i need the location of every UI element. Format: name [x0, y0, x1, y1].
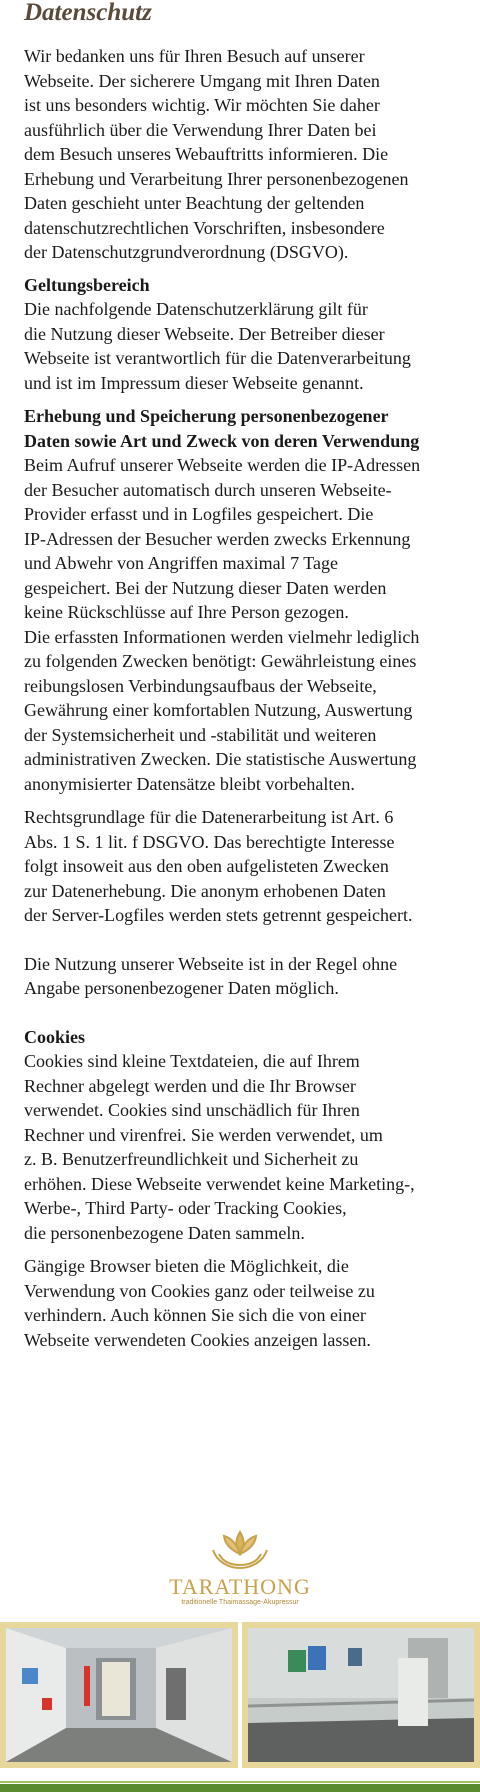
footer-divider — [0, 1781, 480, 1783]
photo-frame-right — [242, 1622, 480, 1768]
scope-heading: Geltungsbereich — [24, 274, 150, 295]
usage-paragraph: Die Nutzung unserer Webseite ist in der Regel ohne Angabe personenbezogener Daten möglich. — [24, 953, 398, 998]
scope-paragraph: Die nachfolgende Datenschutzerklärung gilt für die Nutzung dieser Webseite. Der Betreiber dieser Webseite ist verantwortlich für die Datenverarbeitung und ist im Impressum dieser Webseite genannt. — [24, 299, 411, 393]
photo-gallery — [0, 1622, 480, 1772]
logo-name: TARATHONG — [169, 1574, 311, 1599]
lotus-hands-icon — [205, 1524, 275, 1574]
collection-section — [24, 404, 464, 1001]
cookies-paragraph: Cookies sind kleine Textdateien, die auf Ihrem Rechner abgelegt werden und die Ihr Browser verwendet. Cookies sind unschädlich für Ihren Rechner und virenfrei. Sie werden verwendet, um z. B. Benutzerfreundlichkeit und Sicherheit zu erhöhen. Diese Webseite verwendet keine Marketing-, Werbe-, Third Party- oder Tracking Cookies, die personenbezogene Daten sammeln. — [24, 1051, 415, 1243]
intro-paragraph: Wir bedanken uns für Ihren Besuch auf unserer Webseite. Der sicherere Umgang mit Ihren Daten ist uns besonders wichtig. Wir möchten Sie daher ausführlich über die Verwendung Ihrer Daten bei dem Besuch unseres Webauftritts informieren. Die Erhebung und Verarbeitung Ihrer personenbezogenen Daten geschieht unter Beachtung der geltenden datenschutzrechtlichen Vorschriften, insbesondere der Datenschutzgrundverordnung (DSGVO). — [24, 46, 409, 262]
collection-heading: Erhebung und Speicherung personenbezogener Daten sowie Art und Zweck von deren Verwendung — [24, 406, 420, 451]
footer-bar — [0, 1784, 480, 1792]
tarathong-logo — [0, 1524, 480, 1607]
collection-paragraph: Beim Aufruf unserer Webseite werden die IP-Adressen der Besucher automatisch durch unseren Webseite- Provider erfasst und in Logfiles gespeichert. Die IP-Adressen der Besucher werden zwecks Erkennung und Abwehr von Angriffen maximal 7 Tage gespeichert. Bei der Nutzung dieser Daten werden keine Rückschlüsse auf Ihre Person gezogen. Die erfassten Informationen werden vielmehr lediglich zu folgenden Zwecken benötigt: Gewährleistung eines reibungslosen Verbindungsaufbaus der Webseite, Gewährung einer komfortablen Nutzung, Auswertung der Systemsicherheit und -stabilität und weiteren administrativen Zwecken. Die statistische Auswertung anonymisierter Datensätze bleibt vorbehalten. — [24, 455, 421, 794]
cookies-heading: Cookies — [24, 1026, 86, 1047]
scope-section — [24, 273, 464, 396]
cookies-browser-paragraph: Gängige Browser bieten die Möglichkeit, die Verwendung von Cookies ganz oder teilweise zu verhindern. Auch können Sie sich die von einer Webseite verwendeten Cookies anzeigen lassen. — [24, 1256, 375, 1350]
cookies-section — [24, 1025, 464, 1353]
privacy-content — [24, 0, 464, 1352]
page-title: Datenschutz — [24, 0, 152, 26]
logo-tagline: traditionelle Thaimassage-Akupressur — [181, 1599, 299, 1606]
photo-frame-left — [0, 1622, 238, 1768]
legal-basis-paragraph: Rechtsgrundlage für die Datenerarbeitung ist Art. 6 Abs. 1 S. 1 lit. f DSGVO. Das berechtigte Interesse folgt insoweit aus den oben aufgelisteten Zwecken zur Datenerhebung. Die anonym erhobenen Daten der Server-Logfiles werden stets getrennt gespeichert. — [24, 807, 413, 925]
corridor-photo — [248, 1628, 474, 1762]
hallway-photo — [6, 1628, 232, 1762]
